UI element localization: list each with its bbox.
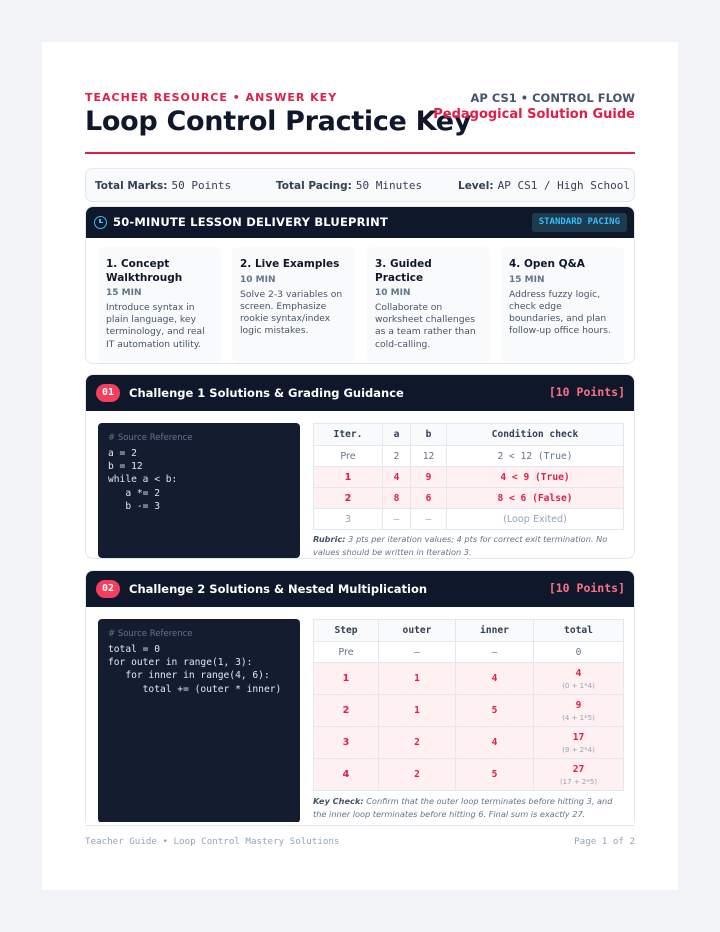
meta-label: Total Marks: [95, 180, 168, 192]
table-row [314, 467, 624, 488]
blueprint-header [86, 207, 634, 238]
total-value: 17 [572, 731, 585, 743]
table-row [314, 642, 624, 663]
condition-cell: (Loop Exited) [447, 509, 624, 530]
outer-cell: 1 [379, 663, 456, 695]
a-cell: 2 [383, 446, 411, 467]
blueprint-title: 50-MINUTE LESSON DELIVERY BLUEPRINT [113, 215, 389, 229]
level [458, 179, 630, 192]
phase-name: 2. Live Examples [240, 258, 340, 270]
phase-duration: 15 MIN [509, 274, 545, 285]
course-label: AP CS1 • CONTROL FLOW [470, 91, 635, 105]
phase-description: Address fuzzy logic, check edge boundaries, and plan follow-up office hours. [509, 288, 611, 337]
challenge-2-panel [85, 570, 635, 822]
clock-icon [94, 216, 107, 229]
meta-bar [85, 168, 635, 202]
challenge-points: [10 Points] [548, 385, 625, 399]
iter-cell: 3 [314, 509, 383, 530]
step-cell: 4 [314, 759, 379, 791]
page-title: Loop Control Practice Key [85, 106, 472, 137]
code-comment: # Source Reference [108, 433, 193, 443]
table-row [314, 695, 624, 727]
table-row [314, 759, 624, 791]
b-cell: 9 [411, 467, 447, 488]
inner-cell: 5 [456, 759, 534, 791]
code-line: for outer in range(1, 3): [108, 657, 253, 669]
phase-card [98, 247, 221, 363]
challenge-title: Challenge 2 Solutions & Nested Multiplication [129, 582, 428, 596]
meta-label: Total Pacing: [276, 180, 352, 192]
answer-key-page [42, 42, 678, 890]
total-cell [534, 759, 624, 791]
inner-cell: 4 [456, 727, 534, 759]
code-line: total = 0 [108, 644, 160, 655]
footer-title: Teacher Guide • Loop Control Mastery Solutions [85, 836, 340, 847]
code-line: for inner in range(4, 6): [108, 670, 270, 682]
b-cell: 6 [411, 488, 447, 509]
column-header: Condition check [447, 424, 624, 446]
inner-cell: 5 [456, 695, 534, 727]
page-footer [85, 825, 635, 849]
phase-name: 3. Guided Practice [375, 258, 432, 284]
phase-duration: 10 MIN [240, 274, 276, 285]
outer-cell: 2 [379, 759, 456, 791]
b-cell: 12 [411, 446, 447, 467]
table-row [314, 488, 624, 509]
meta-label: Level: [458, 180, 494, 192]
inner-cell: — [456, 642, 534, 663]
lesson-blueprint-panel [85, 206, 635, 364]
phase-card [367, 247, 490, 363]
rubric-text: 3 pts per iteration values; 4 pts for correct exit termination. No values should be written in Iteration 3. [313, 534, 608, 557]
challenge-number-badge: 01 [96, 384, 120, 402]
b-cell: — [411, 509, 447, 530]
column-header: a [383, 424, 411, 446]
key-check-text: Confirm that the outer loop terminates before hitting 3, and the inner loop terminates before hitting 6. Final sum is exactly 27. [313, 796, 613, 819]
challenge-header [86, 571, 634, 607]
column-header: Step [314, 620, 379, 642]
phase-description: Introduce syntax in plain language, key terminology, and real IT automation utility. [106, 302, 205, 350]
step-cell: 1 [314, 663, 379, 695]
challenge-points: [10 Points] [548, 581, 625, 595]
iter-cell: Pre [314, 446, 383, 467]
a-cell: 8 [383, 488, 411, 509]
total-calc: (4 + 1*5) [562, 713, 595, 722]
step-cell: 3 [314, 727, 379, 759]
a-cell: 4 [383, 467, 411, 488]
outer-cell: — [379, 642, 456, 663]
column-header: inner [456, 620, 534, 642]
meta-value: 50 Minutes [355, 179, 423, 192]
phase-duration: 10 MIN [375, 288, 411, 298]
condition-cell: 8 < 6 (False) [447, 488, 624, 509]
pacing-badge: STANDARD PACING [532, 213, 627, 232]
column-header: b [411, 424, 447, 446]
step-cell: Pre [314, 642, 379, 663]
key-check-label: Key Check: [313, 796, 364, 806]
code-block [98, 619, 300, 822]
trace-table [313, 423, 624, 530]
guide-label: Pedagogical Solution Guide [433, 107, 635, 122]
rubric-note [313, 533, 625, 558]
total-cell: 0 [534, 642, 624, 663]
inner-cell: 4 [456, 663, 534, 695]
column-header: outer [379, 620, 456, 642]
phase-name: 4. Open Q&A [509, 258, 585, 270]
nested-loop-table [313, 619, 624, 791]
total-calc: (0 + 1*4) [562, 681, 595, 690]
challenge-header [86, 375, 634, 411]
outer-cell: 1 [379, 695, 456, 727]
page-number: Page 1 of 2 [574, 836, 635, 847]
code-line: while a < b: [108, 474, 178, 486]
code-line: total += (outer * inner) [108, 683, 282, 695]
challenge-1-panel [85, 374, 635, 559]
iter-cell: 2 [314, 488, 383, 509]
rubric-label: Rubric: [313, 534, 346, 544]
challenge-number-badge: 02 [96, 580, 120, 598]
a-cell: — [383, 509, 411, 530]
total-cell [534, 727, 624, 759]
total-value: 9 [575, 699, 582, 711]
phase-description: Collaborate on worksheet challenges as a team rather than cold-calling. [375, 302, 476, 350]
code-comment: # Source Reference [108, 629, 193, 639]
total-calc: (17 + 2*5) [559, 777, 598, 786]
table-row [314, 663, 624, 695]
condition-cell: 4 < 9 (True) [447, 467, 624, 488]
meta-value: AP CS1 / High School [497, 179, 631, 192]
phase-card [501, 247, 624, 363]
code-line: b = 12 [108, 461, 143, 473]
resource-eyebrow: TEACHER RESOURCE • ANSWER KEY [85, 91, 338, 104]
table-header-row [314, 424, 624, 446]
table-row [314, 446, 624, 467]
phase-card [232, 247, 355, 363]
challenge-title: Challenge 1 Solutions & Grading Guidance [129, 386, 404, 400]
column-header: total [534, 620, 624, 642]
total-value: 4 [575, 667, 582, 679]
phase-description: Solve 2-3 variables on screen. Emphasize rookie syntax/index logic mistakes. [240, 288, 343, 337]
code-line: a *= 2 [108, 487, 160, 499]
phase-duration: 15 MIN [106, 288, 142, 298]
total-calc: (9 + 2*4) [562, 745, 595, 754]
table-row [314, 727, 624, 759]
iter-cell: 1 [314, 467, 383, 488]
step-cell: 2 [314, 695, 379, 727]
outer-cell: 2 [379, 727, 456, 759]
phase-name: 1. Concept Walkthrough [106, 258, 183, 284]
page-header [85, 90, 635, 154]
total-cell [534, 695, 624, 727]
table-row [314, 509, 624, 530]
total-pacing [276, 179, 422, 192]
table-header-row [314, 620, 624, 642]
key-check-note [313, 795, 625, 820]
total-cell [534, 663, 624, 695]
condition-cell: 2 < 12 (True) [447, 446, 624, 467]
column-header: Iter. [314, 424, 383, 446]
code-block [98, 423, 300, 558]
total-marks [95, 179, 231, 192]
code-line: a = 2 [108, 448, 137, 459]
total-value: 27 [572, 763, 585, 775]
meta-value: 50 Points [171, 179, 232, 192]
code-line: b -= 3 [108, 500, 160, 512]
